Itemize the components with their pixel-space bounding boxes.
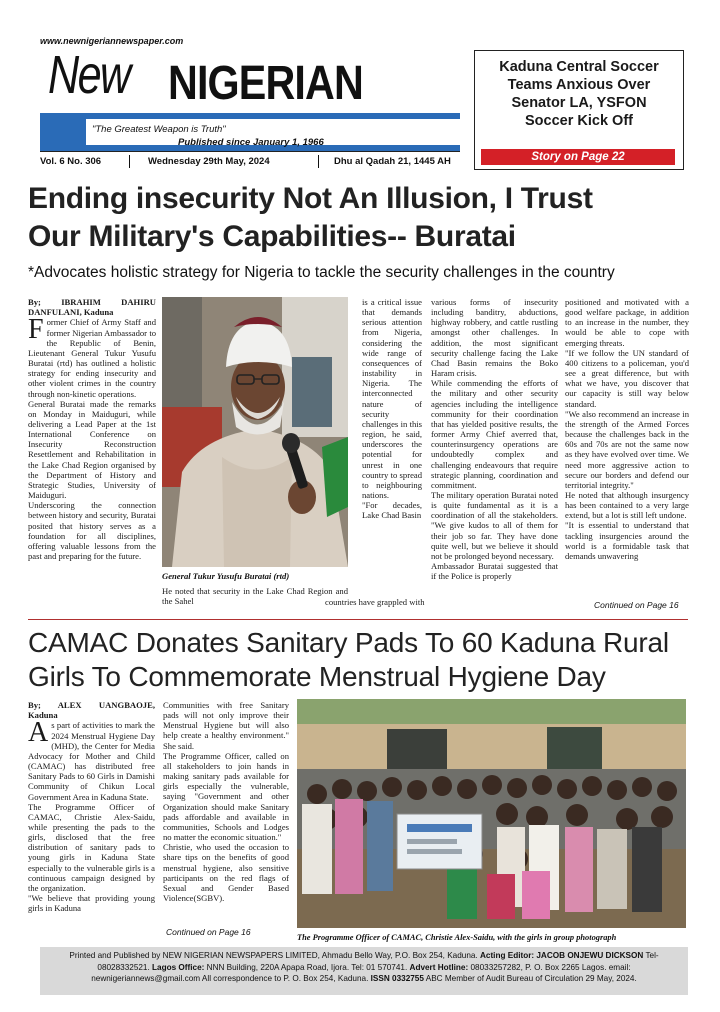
second-headline-line: Girls To Commemorate Menstrual Hygiene Day <box>28 661 606 692</box>
logo-new: New <box>48 45 130 105</box>
imprint-text: Tel-08028332521. <box>97 951 659 972</box>
lead-headline-line: Our Military's Capabilities-- Buratai <box>28 220 516 253</box>
second-column-1 <box>28 700 155 913</box>
lead-paragraph: various forms of insecurity including banditry, abductions, highway robbery, and cattle rustling amongst other challenges. In addition, the most significant security challenge facing the Lake Chad Basin remains the Boko Haram crisis. <box>431 297 558 379</box>
lead-column-3 <box>431 297 558 581</box>
imprint-text: newnigeriannews@gmail.com All correspondence to P. O. Box 254, Kaduna. <box>91 974 369 983</box>
lead-paragraph: Underscoring the connection between history and security, Buratai posited that history serves as a foundation for all disciplines, offering valuable lessons from the past and preparing for the future. <box>28 500 156 561</box>
imprint-text: ABC Member of Audit Bureau of Circulation 29 May, 2024. <box>425 974 637 983</box>
masthead-rule <box>40 151 460 152</box>
drop-cap: F <box>28 314 44 346</box>
second-paragraph: Communities with free Sanitary pads will not only improve their Menstrual Hygiene but will also help create a healthy environment." She said. <box>163 700 289 751</box>
kicker-line: Soccer Kick Off <box>525 113 633 129</box>
buratai-photo-illustration <box>162 297 348 567</box>
imprint-footer <box>40 947 688 995</box>
drop-cap: A <box>28 717 49 749</box>
lead-continued-link[interactable]: Continued on Page 16 <box>594 600 679 610</box>
kicker-story-ref[interactable]: Story on Page 22 <box>481 149 675 165</box>
lead-subhead: *Advocates holistic strategy for Nigeria to tackle the security challenges in the country <box>28 264 615 281</box>
second-column-2 <box>163 700 289 903</box>
group-photo-caption: The Programme Officer of CAMAC, Christie Alex-Saidu, with the girls in group photograph <box>297 933 617 942</box>
imprint-issn: ISSN 0332755 <box>370 974 424 983</box>
second-paragraph: The Programme Officer of CAMAC, Christie Alex-Saidu, while presenting the pads to the girls, disclosed that the free distribution of sanitary pads to young girls in Kaduna State especially to the vulnerable girls is a continuous campaign designed by the organization. <box>28 801 155 893</box>
dateline-separator <box>318 155 319 168</box>
website-url: www.newnigeriannewspaper.com <box>40 36 184 46</box>
imprint-editor: Acting Editor: JACOB ONJEWU DICKSON <box>479 951 644 960</box>
kicker-headline <box>475 58 683 130</box>
second-paragraph: Christie, who used the occasion to share tips on the benefits of good menstrual hygiene, also sensitive participants on the red flags of Sexual and Gender Based Violence(SGBV). <box>163 842 289 903</box>
lead-column-4 <box>565 297 689 561</box>
lead-paragraph: He noted that although insurgency has been contained to a very large extend, but a lot is still left undone. <box>565 489 689 521</box>
lead-paragraph: "We also recommend an increase in the strength of the Armed Forces because the challenges back in the 60s and 70s are not the same now as they have evolved over time. We need more aggressive action to secure our borders and defend our territorial integrity." <box>565 408 689 490</box>
lead-paragraph: "If we follow the UN standard of 400 citizens to a policeman, you'd see a great difference, but with what we have, you discover that our capacity is still way below standard. <box>565 347 689 409</box>
kicker-line: Kaduna Central Soccer <box>499 59 659 75</box>
lead-under-photo <box>162 586 348 606</box>
buratai-photo <box>162 297 348 567</box>
lead-paragraph: The military operation Buratai noted is quite fundamental as it is a coordination of all the stakeholders. "We give kudos to all of them for their job so far. They have done quite well, but we believe it should not be prolonged beyond necessary. <box>431 489 558 561</box>
lead-paragraph <box>28 314 156 399</box>
imprint-text: NNN Building, 220A Apapa Road, Ijora. Tel: 01 570741. <box>206 962 408 972</box>
lead-paragraph: Ambassador Buratai suggested that if the Police is properly <box>431 561 558 582</box>
dateline-separator <box>129 155 130 168</box>
lead-paragraph: countries have grappled with <box>325 597 425 607</box>
group-photo <box>297 699 686 928</box>
hijri-date: Dhu al Qadah 21, 1445 AH <box>334 156 451 167</box>
lead-paragraph: "It is essential to understand that tackling insurgencies around the world is a formidable task that demands unwavering <box>565 520 689 561</box>
masthead-since: Published since January 1, 1966 <box>178 137 324 148</box>
lead-paragraph: is a critical issue that demands serious attention from Nigeria, considering the wide range of consequences of instability in Nigeria. The interconnected nature of security challenges in this region, he said, underscores the potential for unrest in one country to spread to neighbouring nations. <box>362 297 422 500</box>
imprint-label: Lagos Office: <box>152 962 205 972</box>
volume-number: Vol. 6 No. 306 <box>40 156 102 167</box>
second-paragraph: The Programme Officer, called on all stakeholders to join hands in making sanitary pads available for girls especially the vulnerable, saying "Government and other Organization should make Sanitary pads affordable and available in communities, Schools and Lodges no matter the economic situation." <box>163 750 289 843</box>
kicker-line: Teams Anxious Over <box>507 77 651 93</box>
issue-date: Wednesday 29th May, 2024 <box>148 156 270 167</box>
lead-column-2 <box>362 297 422 520</box>
lead-text: ormer Chief of Army Staff and former Nigerian Ambassador to the Republic of Benin, Lieutenant General Tukur Yusufu Buratai (rtd) has outlined a holistic strategy for ending insecurity and other violent crimes in the country through non-kinetic operations. <box>28 317 156 399</box>
second-headline[interactable] <box>28 626 698 694</box>
kicker-line: Senator LA, YSFON <box>511 95 647 111</box>
kicker-box[interactable] <box>474 50 684 170</box>
imprint-label: Advert Hotline: <box>409 962 469 972</box>
lead-paragraph: He noted that security in the Lake Chad Region and the Sahel <box>162 586 348 607</box>
lead-column-1 <box>28 297 156 561</box>
story-divider <box>28 619 688 620</box>
masthead-slogan: "The Greatest Weapon is Truth" <box>92 124 226 135</box>
lead-paragraph: positioned and motivated with a good welfare package, in addition to an increase in the number, they would be able to cope with emerging threats. <box>565 297 689 348</box>
buratai-photo-caption: General Tukur Yusufu Buratai (rtd) <box>162 571 290 581</box>
lead-byline: By; IBRAHIM DAHIRU DANFULANI, Kaduna <box>28 297 156 318</box>
second-byline: By; ALEX UANGBAOJE, Kaduna <box>28 700 155 721</box>
imprint-text: 08033257282, P. O. Box 2265 Lagos. email: <box>470 962 631 972</box>
lead-headline[interactable] <box>28 180 698 256</box>
second-text: s part of activities to mark the 2024 Menstrual Hygiene Day (MHD), the Center for Media Advocacy for Mother and Child (CAMAC) has distributed free Sanitary Pads to 60 Girls in Damishi Community of Chikun Local Government Area in Kaduna State. <box>28 720 155 802</box>
lead-headline-line: Ending insecurity Not An Illusion, I Trust <box>28 182 593 215</box>
second-continued-link[interactable]: Continued on Page 16 <box>166 927 251 937</box>
second-paragraph <box>28 717 155 802</box>
lead-column-2-tail <box>325 597 435 607</box>
second-paragraph: "We believe that providing young girls in Kaduna <box>28 893 155 914</box>
imprint-text: Printed and Published by NEW NIGERIAN NEWSPAPERS LIMITED, Ahmadu Bello Way, P.O. Box 254, Kaduna. <box>69 951 478 960</box>
group-photo-illustration <box>297 699 686 928</box>
logo-nigerian: NIGERIAN <box>168 57 363 110</box>
lead-paragraph: General Buratai made the remarks on Monday in Maiduguri, while delivering a Lead Paper at the 1st International Conference on Insecurity Reconstruction Resettlement and Rehabilitation in the Lake Chad Region organised by the Department of History and Strategic Studies, University of Maiduguri. <box>28 398 156 501</box>
second-headline-line: CAMAC Donates Sanitary Pads To 60 Kaduna Rural <box>28 627 669 658</box>
lead-paragraph: While commending the efforts of the military and other security agencies including the intelligence community for their coordination that has yielded positive results, the former Army Chief averred that, counterinsurgency operations are undoubtedly complex and challenging endeavours that require strategic planning, coordination and commitment. <box>431 378 558 490</box>
lead-paragraph: "For decades, Lake Chad Basin <box>362 500 422 521</box>
